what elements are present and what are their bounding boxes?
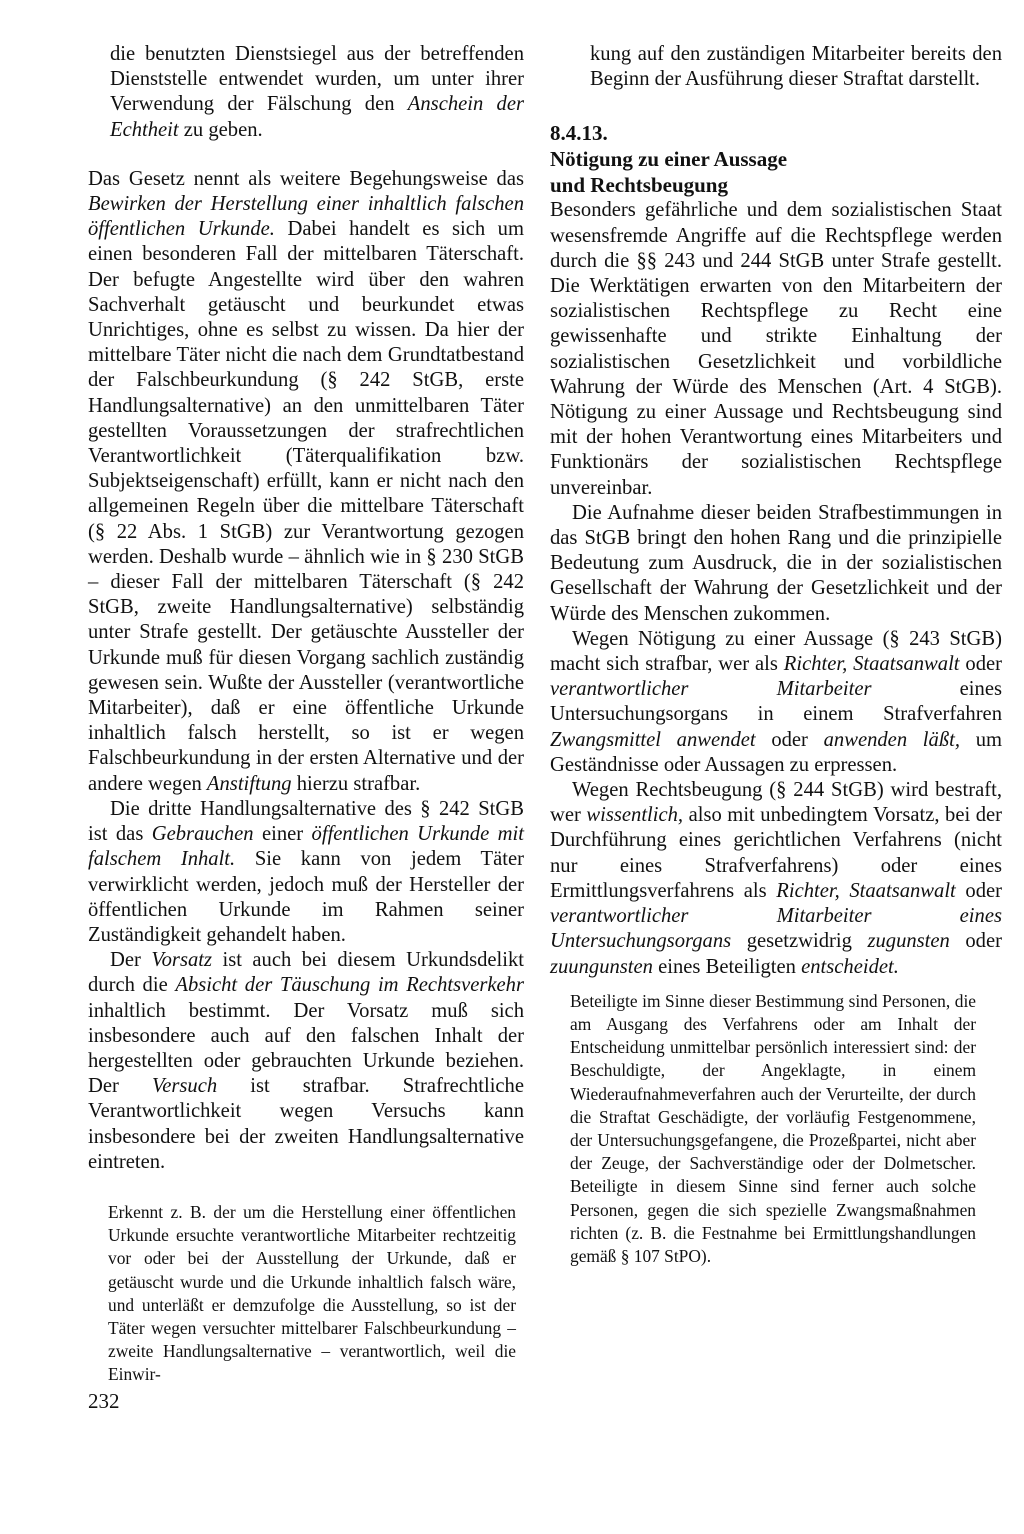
paragraph: [88, 948, 524, 1175]
emphasis: Versuch: [151, 1075, 218, 1098]
emphasis: Anstiftung: [206, 772, 292, 795]
emphasis: Anschein der Echtheit: [110, 93, 524, 141]
text-run: Sie kann von jedem Täter verwirklicht werden, jedoch muß der Hersteller der öffentlichen Urkunde im Rahmen seiner Zuständigkeit gehandelt haben.: [88, 848, 524, 946]
text-run: Dabei handelt es sich um einen besonderen Fall der mittelbaren Täterschaft. Der befugte Angestellte wird über den wahren Sachverhalt getäuscht und beurkundet etwas Unrichtiges, ohne es selbst zu wissen. Da hier der mittelbare Täter nicht die nach dem Grundtatbestand der Falschbeurkundung (§ 242 StGB, erste Handlungsalternative) an den unmittelbaren Täter gestellten Voraussetzungen der strafrechtlichen Verantwortlichkeit (Täterqualifikation bzw. Subjektseigenschaft) erfüllt, kann er nicht nach den allgemeinen Regeln über die mittelbare Täterschaft (§ 22 Abs. 1 StGB) zur Verantwortung gezogen werden. Deshalb wurde – ähnlich wie in § 230 StGB – dieser Fall der mittelbaren Täterschaft (§ 242 StGB, zweite Handlungsalternative) selbständig unter Strafe gestellt. Der getäuschte Aussteller der Urkunde muß für diesen Vorgang sachlich zuständig gewesen sein. Wußte der Aussteller (verantwortliche Mitarbeiter), daß er eine öffentliche Urkunde inhaltlich falsch herstellt, so ist er wegen Falschbeurkundung in der ersten Alternative und der andere wegen: [88, 218, 524, 795]
emphasis: zuungunsten: [550, 955, 653, 978]
emphasis: öffentlichen Urkunde mit falschem Inhalt.: [88, 823, 524, 871]
emphasis: verantwortlicher Mitarbeiter eines Untersuchungsorgans: [550, 905, 1002, 953]
text-run: ist auch bei diesem Urkundsdelikt durch die: [88, 949, 524, 997]
text-run: eines Beteiligten: [652, 955, 802, 978]
text-run: die benutzten Dienstsiegel aus der betreffenden Dienststelle entwendet wurden, um unter ihrer Verwendung der Fälschung den: [110, 43, 524, 116]
paragraph: Die Aufnahme dieser beiden Strafbestimmungen in das StGB bringt den hohen Rang und die prinzipielle Bedeutung zum Ausdruck, die in der sozialistischen Gesellschaft der Wahrung der Gesetzlichkeit und der Würde des Menschen zukommen.: [550, 501, 1002, 625]
emphasis: anwenden läßt,: [823, 728, 960, 751]
text-run: inhaltlich bestimmt. Der Vorsatz muß sich insbesondere auch auf den falschen Inhalt der hergestellten oder gebrauchten Urkunde beziehen. Der: [88, 999, 524, 1098]
emphasis: wissentlich,: [586, 804, 684, 827]
paragraph: [550, 778, 1002, 980]
emphasis: verantwortlicher Mitarbeiter: [550, 678, 872, 701]
text-run: oder: [959, 653, 1002, 676]
emphasis: Absicht der Täuschung im Rechtsverkehr: [175, 974, 524, 997]
emphasis: Richter, Staatsanwalt: [776, 879, 956, 902]
emphasis: Vorsatz: [151, 949, 212, 972]
emphasis: Richter, Staatsanwalt: [783, 653, 960, 676]
text-run: Der: [110, 949, 152, 972]
emphasis: Gebrauchen: [151, 823, 254, 846]
paragraph: [550, 627, 1002, 778]
text-run: ist strafbar. Strafrechtliche Verantwortlichkeit wegen Versuchs kann insbesondere bei der zweiten Handlungsalternative eintreten.: [88, 1075, 524, 1173]
note-paragraph: Beteiligte im Sinne dieser Bestimmung sind Personen, die am Ausgang des Verfahrens oder am Inhalt der Entscheidung unmittelbar persönlich interessiert sind: der Beschuldigte, der Angeklagte, in einem Wiederaufnahmeverfahren auch der Verurteilte, der durch die Straftat Geschädigte, der vorläufig Festgenommene, der Untersuchungsgefangene, die Prozeßpartei, nicht aber der Zeuge, der Sachverständige oder der Dolmetscher. Beteiligte in diesem Sinne sind ferner auch solche Personen, gegen die sich spezielle Zwangsmaßnahmen richten (z. B. die Festnahme bei Ermittlungshandlungen gemäß § 107 StPO).: [570, 990, 976, 1266]
paragraph-continuation: kung auf den zuständigen Mitarbeiter bereits den Beginn der Ausführung dieser Straftat darstellt.: [590, 43, 1002, 91]
text-run: eines Untersuchungsorgans in einem Strafverfahren: [550, 678, 1002, 726]
right-column: [550, 42, 1002, 1268]
text-run: Wegen Nötigung zu einer Aussage (§ 243 StGB) macht sich strafbar, wer als: [550, 627, 1002, 676]
text-run: Die dritte Handlungsalternative des § 242 StGB ist das: [88, 797, 524, 846]
text-run: also mit unbedingtem Vorsatz, bei der Durchführung eines gerichtlichen Verfahrens (nicht nur eines Strafverfahrens) oder eines Ermittlungsverfahrens als: [550, 804, 1002, 902]
text-run: oder: [949, 930, 1002, 953]
text-run: Das Gesetz nennt als weitere Begehungsweise das: [88, 167, 524, 190]
paragraph-continuation: [110, 42, 524, 143]
paragraph: [88, 797, 524, 948]
section-title: Nötigung zu einer Aussage und Rechtsbeugung: [550, 147, 788, 198]
page-number: 232: [88, 1389, 120, 1413]
emphasis: zugunsten: [867, 930, 950, 953]
text-run: um Geständnisse oder Aussagen zu erpressen.: [550, 728, 1003, 776]
text-run: oder: [755, 728, 824, 751]
text-run: zu geben.: [178, 118, 263, 141]
emphasis: Bewirken der Herstellung einer inhaltlich falschen öffentlichen Urkunde.: [88, 193, 524, 241]
text-run: einer: [253, 823, 312, 846]
emphasis: entscheidet.: [801, 955, 899, 978]
text-run: Wegen Rechtsbeugung (§ 244 StGB) wird bestraft, wer: [550, 779, 1002, 827]
left-column: [88, 42, 524, 1387]
text-run: oder: [955, 879, 1002, 902]
paragraph: Besonders gefährliche und dem sozialistischen Staat wesensfremde Angriffe auf die Rechtspflege werden durch die §§ 243 und 244 StGB unter Strafe gestellt. Die Werktätigen erwarten von den Mitarbeitern der sozialistischen Rechtspflege zu Recht eine gewissenhafte und strikte Einhaltung der sozialistischen Gesetzlichkeit und vorbildliche Wahrung der Würde des Menschen (Art. 4 StGB). Nötigung zu einer Aussage und Rechtsbeugung sind mit der hohen Verantwortung eines Mitarbeiters und Funktionärs der sozialistischen Rechtspflege unvereinbar.: [550, 199, 1002, 499]
text-run: hierzu strafbar.: [291, 772, 421, 795]
note-paragraph: Erkennt z. B. der um die Herstellung einer öffentlichen Urkunde ersuchte verantwortliche Mitarbeiter rechtzeitig vor oder bei der Ausstellung der Urkunde, daß er getäuscht wurde und die Urkunde inhaltlich falsch wäre, und unterläßt er demzufolge die Ausstellung, so ist der Täter wegen versuchter mittelbarer Falschbeurkundung – zweite Handlungsalternative – verantwortlich, weil die Einwir-: [108, 1201, 516, 1385]
text-run: gesetzwidrig: [731, 930, 868, 953]
section-number: 8.4.13.: [550, 121, 608, 146]
emphasis: Zwangsmittel anwendet: [550, 728, 756, 751]
paragraph: [88, 167, 524, 797]
